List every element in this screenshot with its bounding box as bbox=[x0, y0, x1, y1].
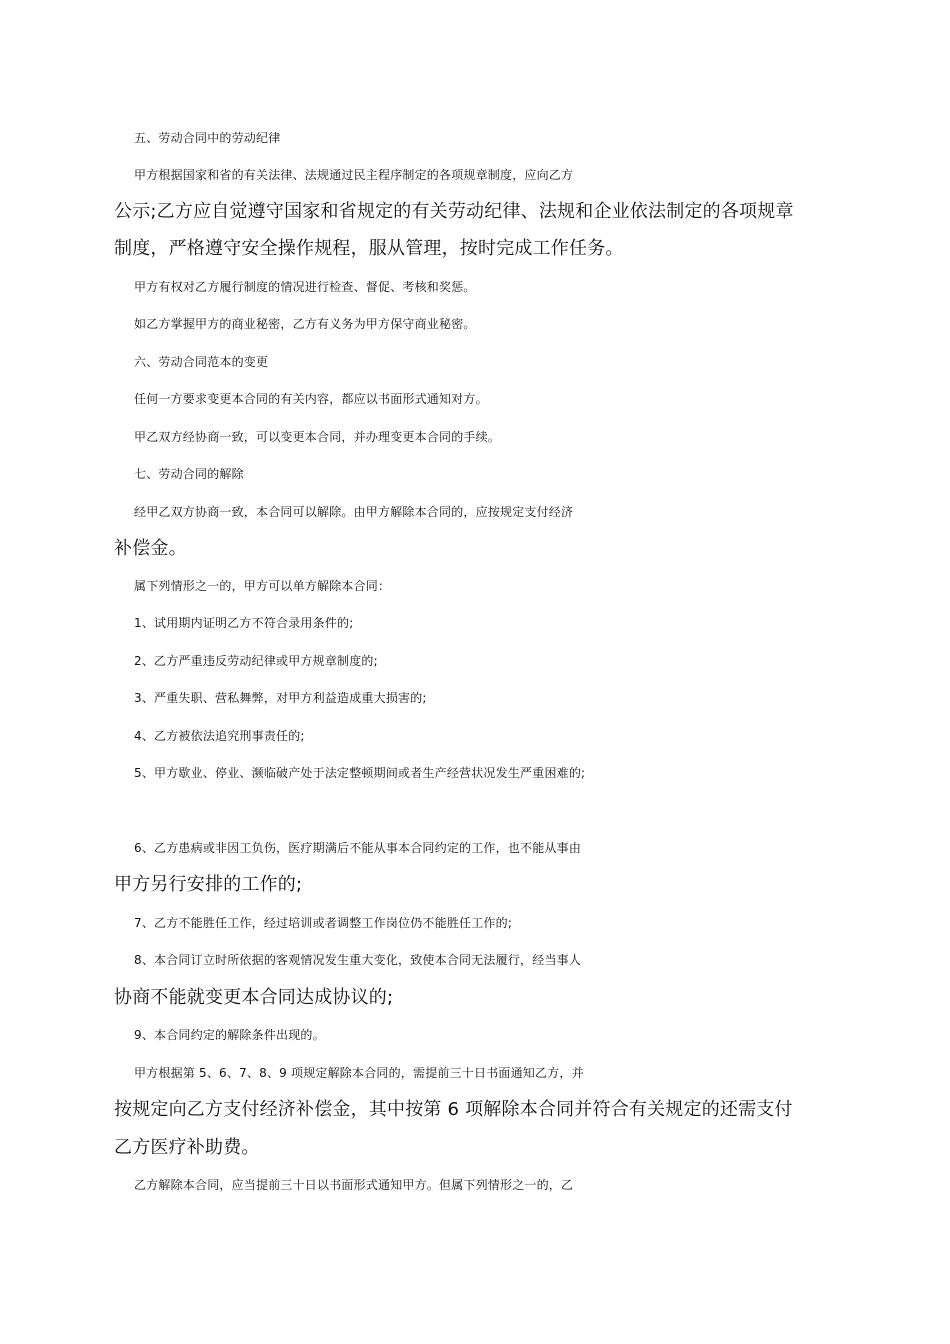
section-heading-6: 六、劳动合同范本的变更 bbox=[134, 355, 269, 369]
paragraph-line: 甲方有权对乙方履行制度的情况进行检查、督促、考核和奖惩。 bbox=[134, 280, 476, 294]
paragraph-line: 经甲乙双方协商一致，本合同可以解除。由甲方解除本合同的，应按规定支付经济 bbox=[134, 505, 574, 519]
paragraph-line: 属下列情形之一的，甲方可以单方解除本合同： bbox=[134, 579, 391, 593]
section-heading-7: 七、劳动合同的解除 bbox=[134, 467, 244, 481]
paragraph-line: 任何一方要求变更本合同的有关内容，都应以书面形式通知对方。 bbox=[134, 392, 488, 406]
list-item-continuation: 协商不能就变更本合同达成协议的; bbox=[114, 987, 394, 1008]
section-heading-5: 五、劳动合同中的劳动纪律 bbox=[134, 131, 281, 145]
list-item: 7、乙方不能胜任工作，经过培训或者调整工作岗位仍不能胜任工作的; bbox=[134, 916, 513, 930]
list-item: 4、乙方被依法追究刑事责任的; bbox=[134, 729, 305, 743]
paragraph-line: 甲乙双方经协商一致，可以变更本合同，并办理变更本合同的手续。 bbox=[134, 430, 501, 444]
paragraph-line: 乙方解除本合同，应当提前三十日以书面形式通知甲方。但属下列情形之一的，乙 bbox=[134, 1178, 574, 1192]
paragraph-line: 乙方医疗补助费。 bbox=[114, 1137, 260, 1158]
paragraph-line: 如乙方掌握甲方的商业秘密，乙方有义务为甲方保守商业秘密。 bbox=[134, 317, 476, 331]
paragraph-line: 公示;乙方应自觉遵守国家和省规定的有关劳动纪律、法规和企业依法制定的各项规章 bbox=[114, 201, 794, 222]
paragraph-line: 按规定向乙方支付经济补偿金，其中按第 6 项解除本合同并符合有关规定的还需支付 bbox=[114, 1099, 793, 1120]
paragraph-line: 制度，严格遵守安全操作规程，服从管理，按时完成工作任务。 bbox=[114, 238, 624, 259]
list-item: 3、严重失职、营私舞弊，对甲方利益造成重大损害的; bbox=[134, 691, 427, 705]
list-item-continuation: 甲方另行安排的工作的; bbox=[114, 874, 303, 895]
paragraph-line: 甲方根据国家和省的有关法律、法规通过民主程序制定的各项规章制度，应向乙方 bbox=[134, 168, 574, 182]
list-item: 2、乙方严重违反劳动纪律或甲方规章制度的; bbox=[134, 654, 378, 668]
paragraph-line: 补偿金。 bbox=[114, 538, 187, 559]
paragraph-line: 甲方根据第 5、6、7、8、9 项规定解除本合同的，需提前三十日书面通知乙方，并 bbox=[134, 1066, 584, 1080]
list-item: 1、试用期内证明乙方不符合录用条件的; bbox=[134, 616, 354, 630]
list-item: 8、本合同订立时所依据的客观情况发生重大变化，致使本合同无法履行，经当事人 bbox=[134, 953, 582, 967]
list-item: 9、本合同约定的解除条件出现的。 bbox=[134, 1028, 325, 1042]
list-item: 6、乙方患病或非因工负伤，医疗期满后不能从事本合同约定的工作，也不能从事由 bbox=[134, 841, 582, 855]
list-item: 5、甲方歇业、停业、濒临破产处于法定整顿期间或者生产经营状况发生严重困难的; bbox=[134, 766, 586, 780]
